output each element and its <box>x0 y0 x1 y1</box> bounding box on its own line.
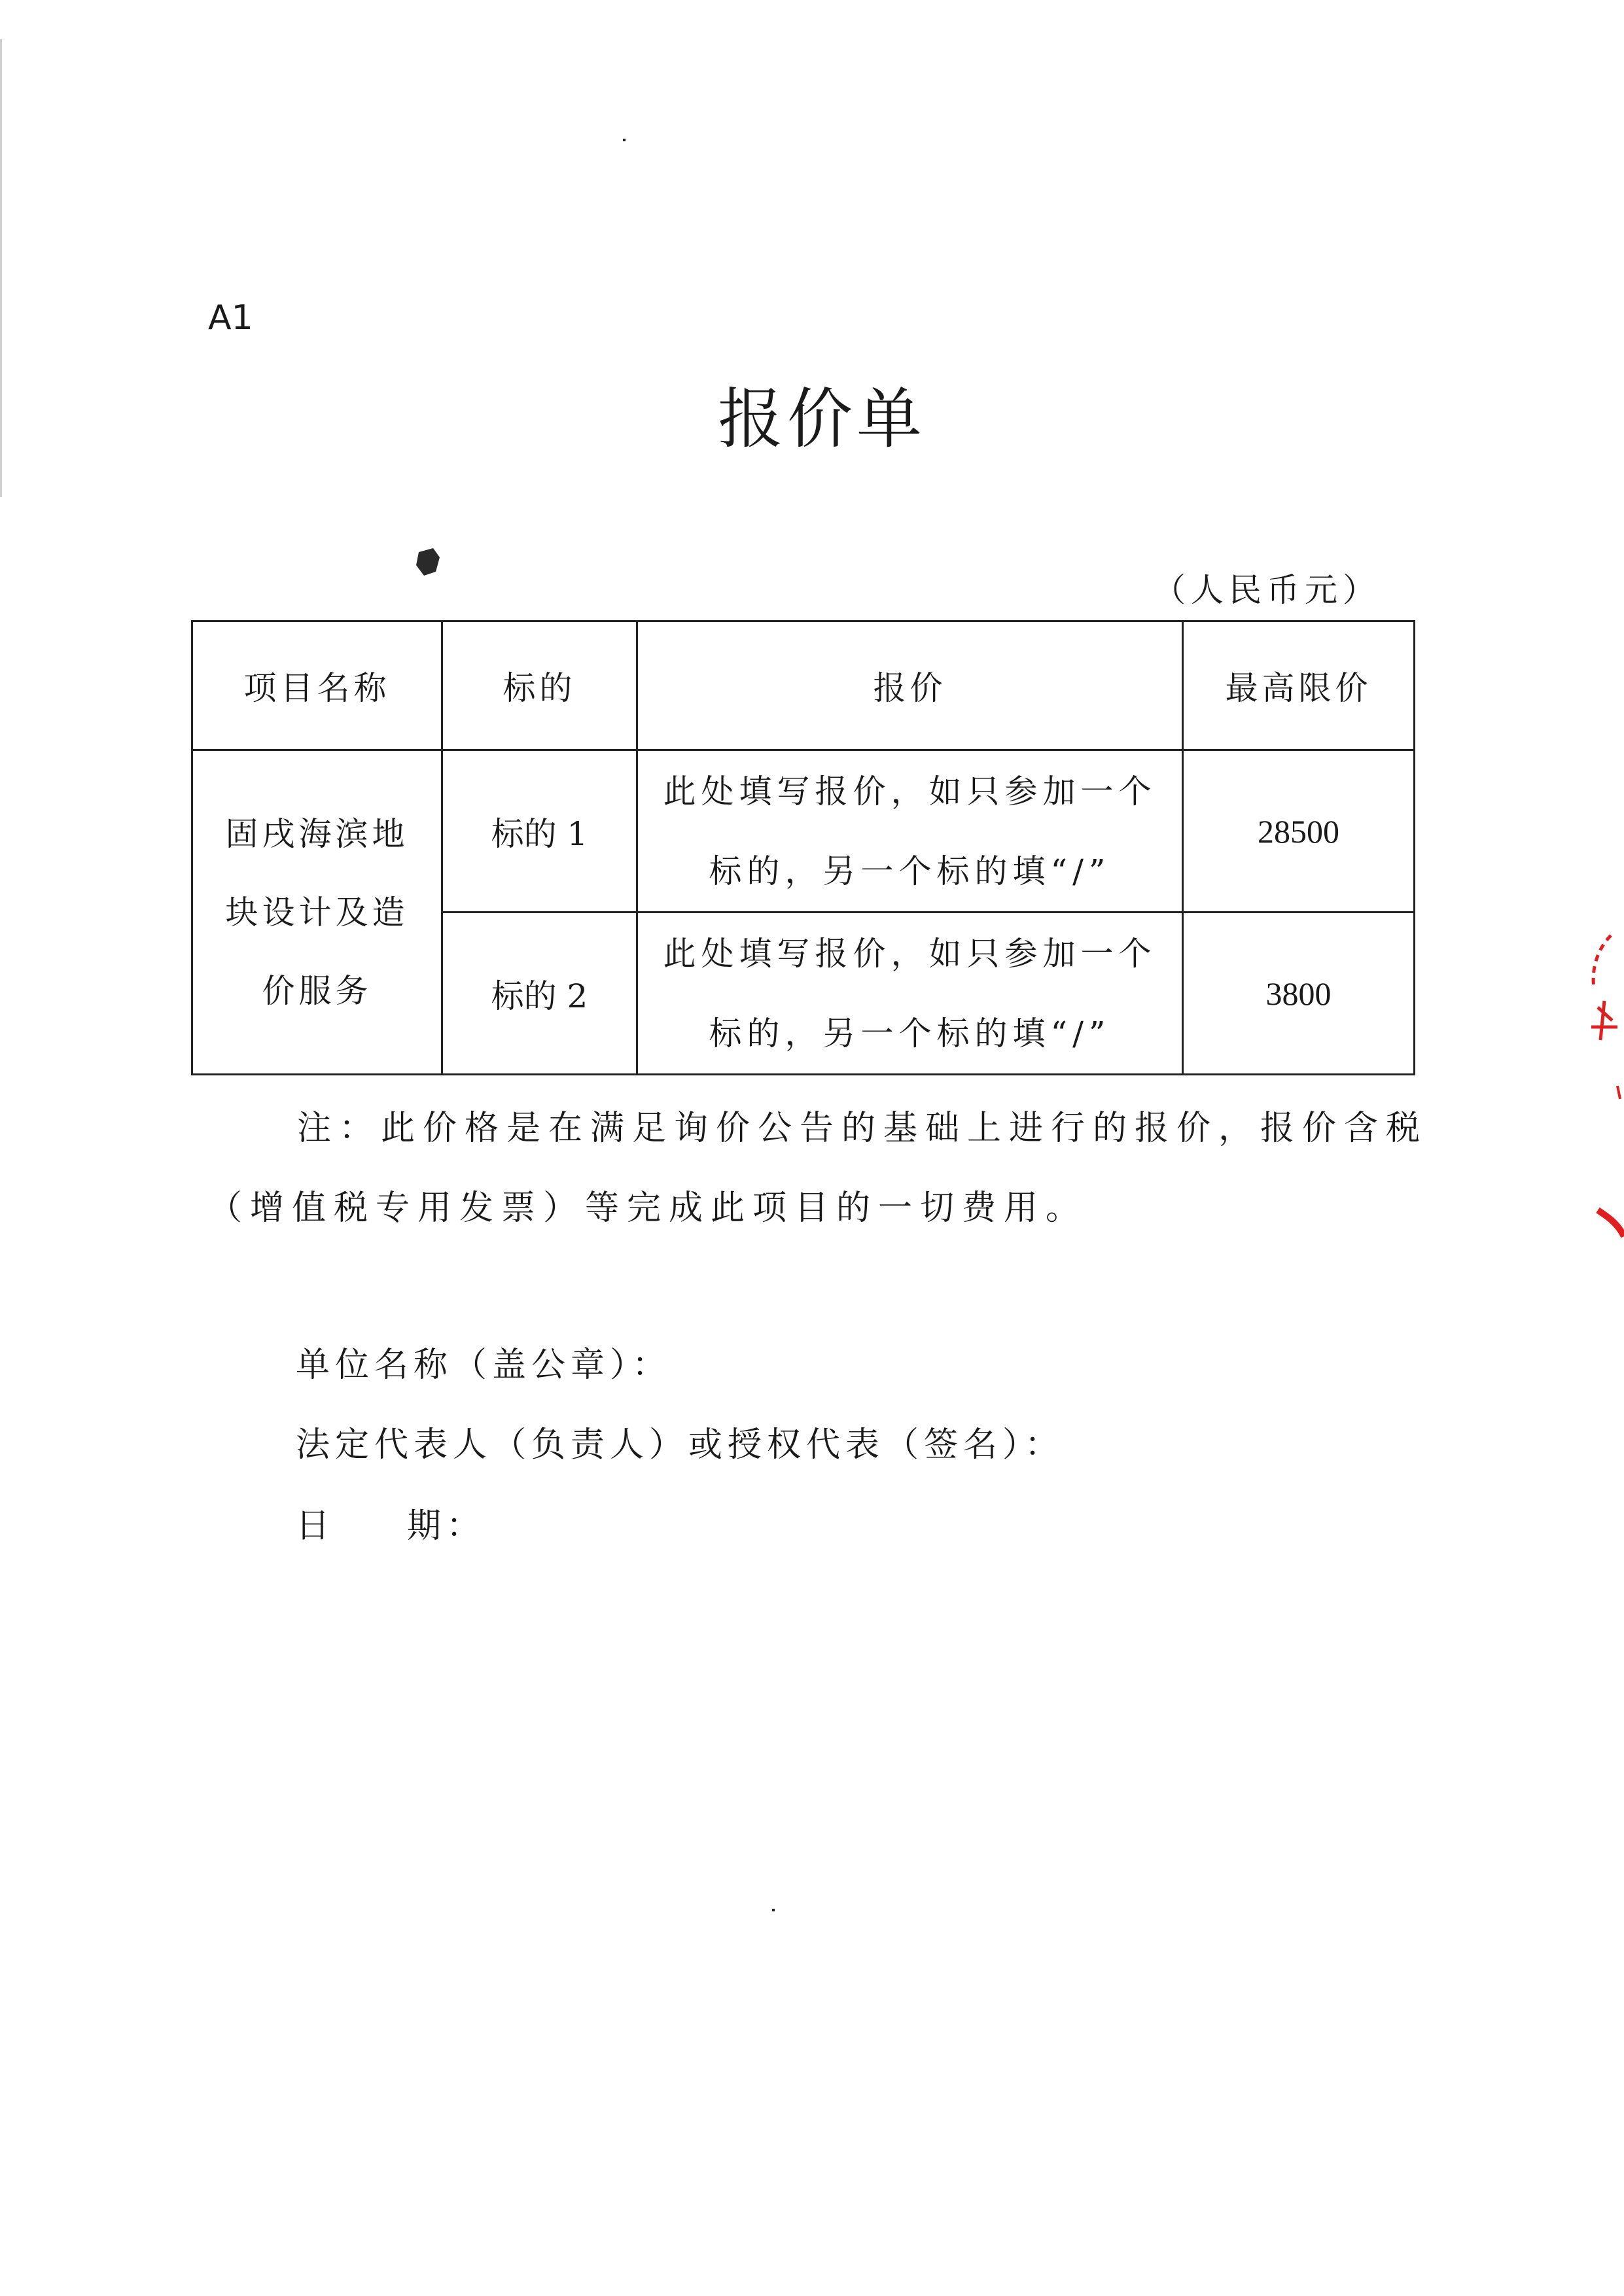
scan-dot <box>623 139 626 141</box>
header-lot: 标的 <box>442 621 637 750</box>
project-name-cell <box>192 750 442 1075</box>
scan-dot <box>772 1909 775 1911</box>
date-field[interactable] <box>296 1498 485 1547</box>
document-code: A1 <box>208 298 253 338</box>
date-label-period: 期： <box>407 1506 486 1546</box>
ink-speck <box>414 546 444 578</box>
max-price-cell: 3800 <box>1183 913 1415 1075</box>
page-title: 报价单 <box>718 381 926 457</box>
lot-cell: 标的 1 <box>442 750 637 913</box>
quote-input-cell[interactable] <box>637 913 1183 1075</box>
project-name: 固戌海滨地块设计及造价服务 <box>225 814 409 1010</box>
table-row <box>192 750 1415 913</box>
quote-input-cell[interactable] <box>637 750 1183 913</box>
representative-field[interactable]: 法定代表人（负责人）或授权代表（签名）： <box>296 1425 1065 1465</box>
unit-name-field[interactable]: 单位名称（盖公章）： <box>296 1346 672 1385</box>
currency-unit: （人民币元） <box>1153 571 1381 609</box>
header-project-name: 项目名称 <box>192 621 442 750</box>
red-seal-stamp <box>1572 929 1624 1269</box>
price-note: 注：此价格是在满足询价公告的基础上进行的报价，报价含税（增值税专用发票）等完成此项目的一切费用。 <box>208 1109 1428 1228</box>
header-max-price: 最高限价 <box>1183 621 1415 750</box>
quote-instruction: 此处填写报价，如只参加一个标的，另一个标的填“/” <box>663 934 1157 1052</box>
max-price-cell: 28500 <box>1183 750 1415 913</box>
quote-instruction: 此处填写报价，如只参加一个标的，另一个标的填“/” <box>663 772 1157 890</box>
header-quote: 报价 <box>637 621 1183 750</box>
lot-cell: 标的 2 <box>442 913 637 1075</box>
table-header-row <box>192 621 1415 750</box>
date-label-day: 日 <box>296 1506 336 1546</box>
quote-table <box>191 620 1415 1075</box>
